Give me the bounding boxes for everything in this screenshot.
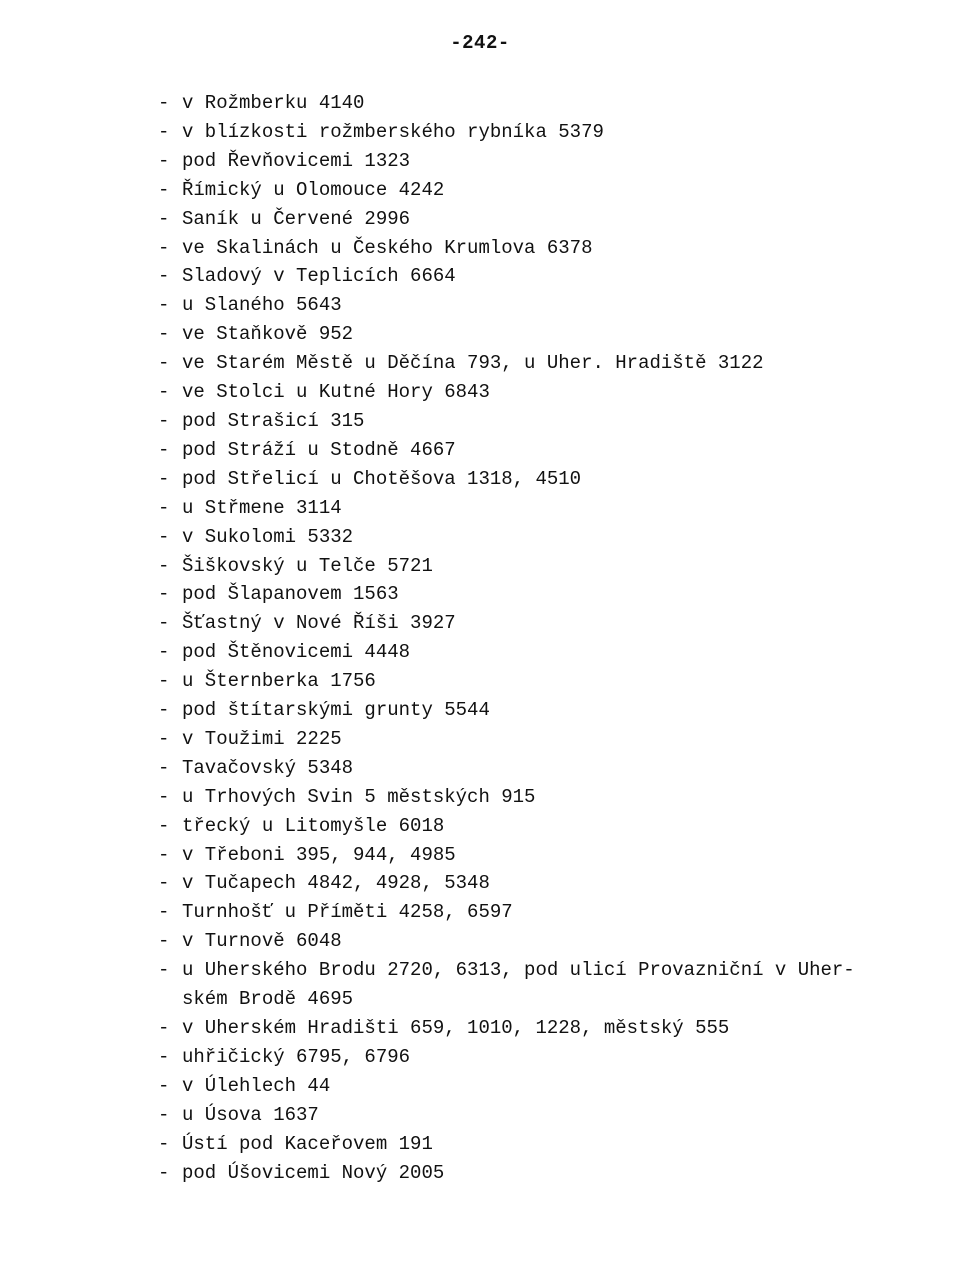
list-item [158, 89, 878, 118]
list-item [158, 609, 878, 638]
entry-text: pod Strašicí 315 [182, 409, 365, 432]
list-item [158, 552, 878, 581]
dash: - [158, 525, 170, 548]
entry-text: u Slaného 5643 [182, 294, 342, 317]
list-item [158, 754, 878, 783]
dash: - [158, 1132, 170, 1155]
list-item [158, 118, 878, 147]
entry-text: v Toužimi 2225 [182, 727, 342, 750]
dash: - [158, 901, 170, 924]
dash: - [158, 207, 170, 230]
entry-text: Saník u Červené 2996 [182, 207, 411, 230]
entry-text: pod Řevňovicemi 1323 [182, 149, 411, 172]
dash: - [158, 149, 170, 172]
dash: - [158, 467, 170, 490]
dash: - [158, 438, 170, 461]
list-item [158, 1014, 878, 1043]
dash: - [158, 930, 170, 953]
dash: - [158, 641, 170, 664]
dash: - [158, 1161, 170, 1184]
entry-text: Ústí pod Kaceřovem 191 [182, 1132, 433, 1155]
entry-text: v Tučapech 4842, 4928, 5348 [182, 872, 490, 895]
entry-text: pod Štěnovicemi 4448 [182, 641, 411, 664]
list-item [158, 234, 878, 263]
list-item [158, 927, 878, 956]
entry-text: ve Skalinách u Českého Krumlova 6378 [182, 236, 593, 259]
dash: - [158, 496, 170, 519]
entry-text: v Uherském Hradišti 659, 1010, 1228, městský 555 [182, 1017, 730, 1039]
dash: - [158, 236, 170, 259]
entry-text: Šiškovský u Telče 5721 [182, 554, 433, 577]
dash: - [158, 178, 170, 201]
entry-text: ve Stolci u Kutné Hory 6843 [182, 381, 490, 404]
list-item [158, 1072, 878, 1101]
dash: - [158, 814, 170, 837]
entry-text: Šťastný v Nové Říši 3927 [182, 612, 456, 635]
dash: - [158, 1017, 170, 1039]
list-item [158, 1043, 878, 1072]
page-number: -242- [450, 32, 510, 54]
entry-text: v Sukolomi 5332 [182, 525, 354, 548]
list-item [158, 696, 878, 725]
entry-text: pod Stráží u Stodně 4667 [182, 438, 456, 461]
list-item [158, 320, 878, 349]
entry-text: v Třeboni 395, 944, 4985 [182, 843, 456, 866]
entry-text: Římický u Olomouce 4242 [182, 178, 445, 201]
entry-text: u Šternberka 1756 [182, 670, 376, 693]
entry-text: u Trhových Svin 5 městských 915 [182, 785, 536, 808]
dash: - [158, 409, 170, 432]
entry-text: Tavačovský 5348 [182, 756, 354, 779]
dash: - [158, 554, 170, 577]
entry-text: v Úlehlech 44 [182, 1074, 331, 1097]
list-item [158, 262, 878, 291]
list-item [158, 725, 878, 754]
entry-text: ve Staňkově 952 [182, 323, 354, 346]
entry-text: v blízkosti rožmberského rybníka 5379 [182, 120, 604, 143]
list-item [158, 176, 878, 205]
dash: - [158, 1074, 170, 1097]
entry-text: Turnhošť u Příměti 4258, 6597 [182, 901, 513, 924]
dash: - [158, 699, 170, 722]
entry-text: Sladový v Teplicích 6664 [182, 265, 456, 288]
list-item [158, 956, 878, 1014]
list-item [158, 378, 878, 407]
list-item [158, 869, 878, 898]
entry-text: u Úsova 1637 [182, 1103, 319, 1126]
list-item [158, 407, 878, 436]
dash: - [158, 265, 170, 288]
entry-text: v Rožmberku 4140 [182, 92, 365, 114]
dash: - [158, 1103, 170, 1126]
dash: - [158, 670, 170, 693]
dash: - [158, 756, 170, 779]
list-item [158, 1130, 878, 1159]
entry-text: u Střmene 3114 [182, 496, 342, 519]
dash: - [158, 381, 170, 404]
list-item [158, 1101, 878, 1130]
list-item [158, 580, 878, 609]
list-item [158, 349, 878, 378]
dash: - [158, 1045, 170, 1068]
list-item [158, 291, 878, 320]
list-item [158, 1159, 878, 1188]
list-item [158, 147, 878, 176]
entry-text: pod Úšovicemi Nový 2005 [182, 1161, 445, 1184]
list-item [158, 494, 878, 523]
entry-text: pod štítarskými grunty 5544 [182, 699, 490, 722]
list-item [158, 898, 878, 927]
entry-text: pod Šlapanovem 1563 [182, 583, 399, 606]
entry-text: třecký u Litomyšle 6018 [182, 814, 445, 837]
dash: - [158, 92, 170, 114]
entry-text: pod Střelicí u Chotěšova 1318, 4510 [182, 467, 582, 490]
list-item [158, 667, 878, 696]
dash: - [158, 583, 170, 606]
dash: - [158, 959, 170, 982]
dash: - [158, 294, 170, 317]
dash: - [158, 843, 170, 866]
dash: - [158, 612, 170, 635]
dash: - [158, 120, 170, 143]
entry-text: v Turnově 6048 [182, 930, 342, 953]
list-item [158, 812, 878, 841]
list-item [158, 783, 878, 812]
dash: - [158, 352, 170, 375]
list-item [158, 465, 878, 494]
list-item [158, 638, 878, 667]
list-item [158, 523, 878, 552]
entry-text: uhřičický 6795, 6796 [182, 1045, 411, 1068]
dash: - [158, 727, 170, 750]
entry-list [158, 89, 878, 1187]
dash: - [158, 323, 170, 346]
list-item [158, 841, 878, 870]
entry-text: ve Starém Městě u Děčína 793, u Uher. Hradiště 3122 [182, 352, 764, 375]
entry-text: u Uherského Brodu 2720, 6313, pod ulicí Provazniční v Uher-ském Brodě 4695 [182, 959, 855, 1011]
dash: - [158, 785, 170, 808]
list-item [158, 205, 878, 234]
list-item [158, 436, 878, 465]
dash: - [158, 872, 170, 895]
